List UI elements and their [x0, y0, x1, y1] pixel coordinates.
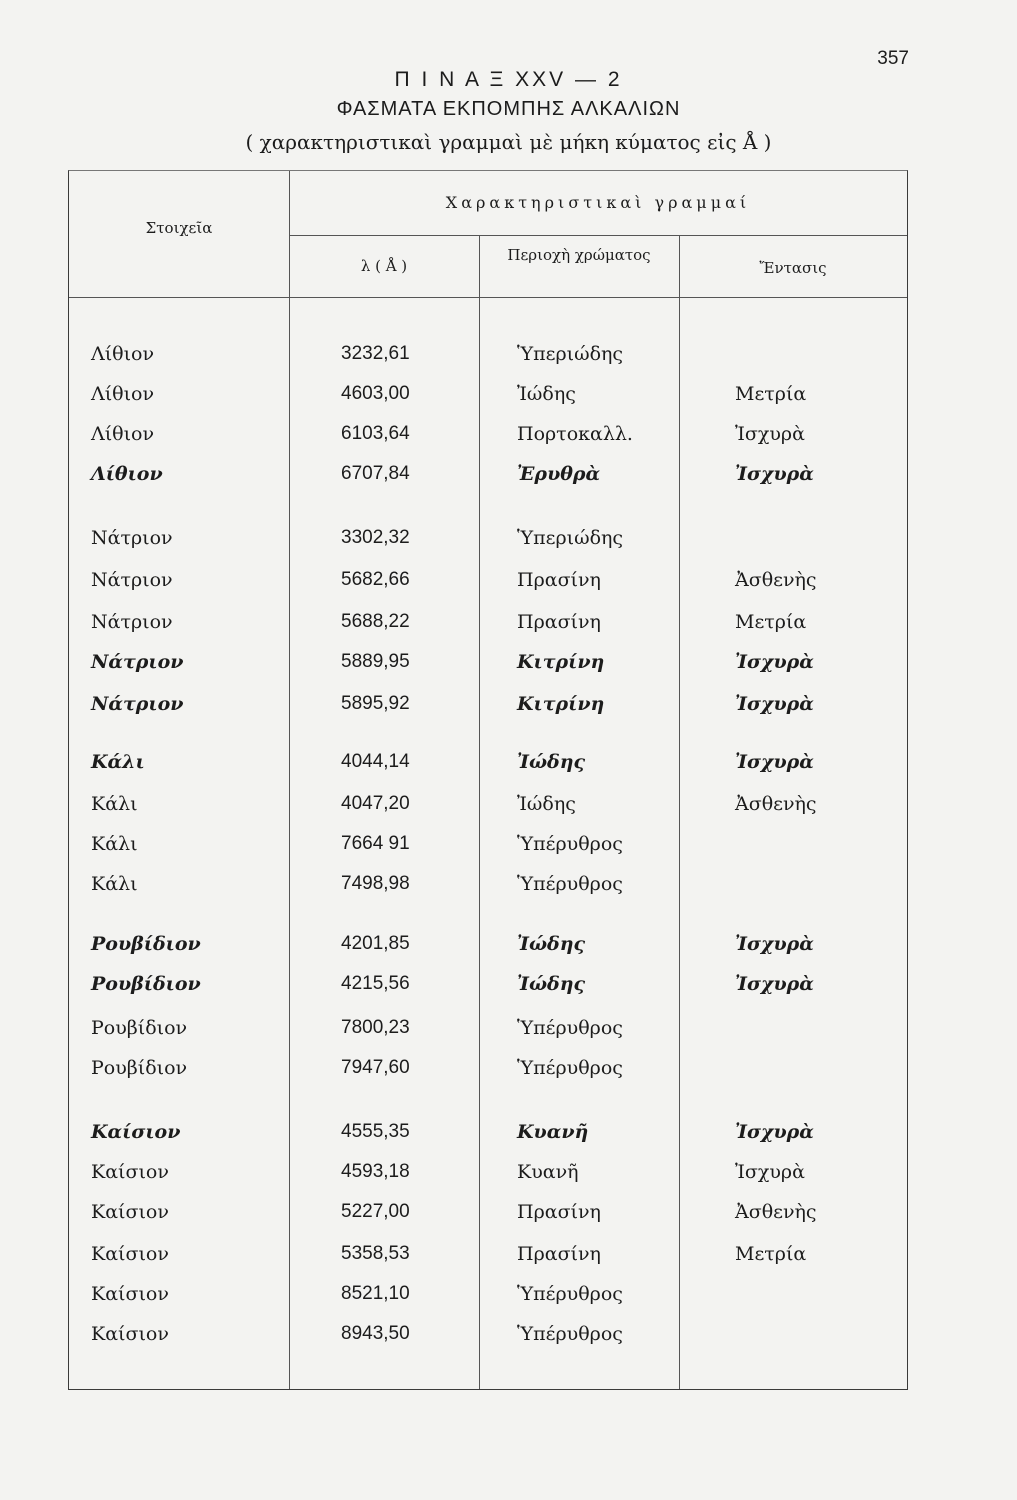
row-element: Ρουβίδιον: [91, 1057, 188, 1079]
row-color-region: Ἰώδης: [517, 973, 586, 995]
row-element: Λίθιον: [91, 463, 163, 485]
row-element: Ρουβίδιον: [91, 1017, 188, 1039]
row-color-region: Ἐρυθρὰ: [517, 463, 601, 485]
row-color-region: Ἰώδης: [517, 751, 586, 773]
row-wavelength: 6707,84: [341, 463, 410, 484]
row-wavelength: 6103,64: [341, 423, 410, 444]
row-intensity: Ἀσθενὴς: [735, 1201, 817, 1223]
row-color-region: Πρασίνη: [517, 1243, 601, 1265]
row-color-region: Ὑπέρυθρος: [517, 873, 623, 895]
row-element: Ρουβίδιον: [91, 933, 201, 955]
row-element: Νάτριον: [91, 693, 184, 715]
row-wavelength: 7947,60: [341, 1057, 410, 1078]
row-element: Λίθιον: [91, 383, 155, 405]
row-intensity: Ἀσθενὴς: [735, 793, 817, 815]
row-wavelength: 5682,66: [341, 569, 410, 590]
row-wavelength: 7800,23: [341, 1017, 410, 1038]
row-intensity: Ἰσχυρὰ: [735, 1121, 814, 1143]
header-divider: [289, 235, 907, 236]
column-divider: [289, 171, 290, 1389]
row-element: Καίσιον: [91, 1201, 169, 1223]
row-color-region: Ἰώδης: [517, 793, 576, 815]
header-intensity: Ἔντασις: [759, 259, 827, 277]
row-element: Καίσιον: [91, 1161, 169, 1183]
row-color-region: Πρασίνη: [517, 1201, 601, 1223]
header-bottom-rule: [69, 297, 907, 298]
row-color-region: Ὑπέρυθρος: [517, 1057, 623, 1079]
row-intensity: Ἰσχυρὰ: [735, 693, 814, 715]
row-element: Κάλι: [91, 751, 145, 773]
row-wavelength: 8521,10: [341, 1283, 410, 1304]
row-intensity: Ἰσχυρὰ: [735, 423, 805, 445]
row-element: Καίσιον: [91, 1121, 181, 1143]
header-elements: Στοιχεῖα: [145, 219, 213, 237]
row-wavelength: 3302,32: [341, 527, 410, 548]
row-intensity: Μετρία: [735, 611, 807, 633]
column-divider: [679, 235, 680, 1389]
row-element: Λίθιον: [91, 343, 155, 365]
row-wavelength: 4555,35: [341, 1121, 410, 1142]
row-element: Ρουβίδιον: [91, 973, 201, 995]
row-color-region: Πρασίνη: [517, 569, 601, 591]
row-element: Νάτριον: [91, 527, 173, 549]
row-element: Κάλι: [91, 793, 138, 815]
table-title: Π Ι Ν Α Ξ XXV — 2: [394, 68, 623, 91]
row-color-region: Ἰώδης: [517, 383, 576, 405]
row-intensity: Ἰσχυρὰ: [735, 933, 814, 955]
row-color-region: Κιτρίνη: [517, 693, 605, 715]
row-color-region: Κιτρίνη: [517, 651, 605, 673]
row-wavelength: 5889,95: [341, 651, 410, 672]
row-element: Καίσιον: [91, 1243, 169, 1265]
row-element: Καίσιον: [91, 1283, 169, 1305]
row-wavelength: 4593,18: [341, 1161, 410, 1182]
row-color-region: Πρασίνη: [517, 611, 601, 633]
row-intensity: Ἰσχυρὰ: [735, 651, 814, 673]
row-element: Νάτριον: [91, 651, 184, 673]
row-color-region: Κυανῆ: [517, 1161, 579, 1183]
row-intensity: Ἀσθενὴς: [735, 569, 817, 591]
row-element: Καίσιον: [91, 1323, 169, 1345]
header-characteristic-lines: Χαρακτηριστικαὶ γραμμαί: [445, 193, 751, 212]
row-element: Κάλι: [91, 833, 138, 855]
row-intensity: Μετρία: [735, 1243, 807, 1265]
row-intensity: Ἰσχυρὰ: [735, 1161, 805, 1183]
row-wavelength: 8943,50: [341, 1323, 410, 1344]
row-color-region: Ὑπέρυθρος: [517, 1017, 623, 1039]
row-element: Νάτριον: [91, 611, 173, 633]
header-color-region: Περιοχὴ χρώματος: [507, 246, 651, 264]
row-color-region: Ἰώδης: [517, 933, 586, 955]
row-color-region: Ὑπεριώδης: [517, 343, 624, 365]
row-wavelength: 5358,53: [341, 1243, 410, 1264]
row-element: Νάτριον: [91, 569, 173, 591]
row-color-region: Ὑπέρυθρος: [517, 1283, 623, 1305]
spectra-table: [68, 170, 908, 1390]
column-divider: [479, 235, 480, 1389]
row-element: Λίθιον: [91, 423, 155, 445]
row-wavelength: 5895,92: [341, 693, 410, 714]
table-caption: ( χαρακτηριστικαὶ γραμμαὶ μὲ μήκη κύματος εἰς Å ): [245, 130, 772, 154]
row-intensity: Ἰσχυρὰ: [735, 751, 814, 773]
row-intensity: Ἰσχυρὰ: [735, 973, 814, 995]
row-wavelength: 5227,00: [341, 1201, 410, 1222]
row-color-region: Πορτοκαλλ.: [517, 423, 633, 445]
table-subtitle: ΦΑΣΜΑΤΑ ΕΚΠΟΜΠΗΣ ΑΛΚΑΛΙΩΝ: [336, 98, 681, 120]
row-color-region: Ὑπέρυθρος: [517, 1323, 623, 1345]
row-intensity: Μετρία: [735, 383, 807, 405]
row-wavelength: 3232,61: [341, 343, 410, 364]
row-color-region: Κυανῆ: [517, 1121, 589, 1143]
row-wavelength: 4603,00: [341, 383, 410, 404]
row-element: Κάλι: [91, 873, 138, 895]
row-color-region: Ὑπέρυθρος: [517, 833, 623, 855]
header-wavelength: λ ( Å ): [360, 257, 408, 275]
row-wavelength: 4044,14: [341, 751, 410, 772]
row-wavelength: 4201,85: [341, 933, 410, 954]
row-wavelength: 4047,20: [341, 793, 410, 814]
row-intensity: Ἰσχυρὰ: [735, 463, 814, 485]
page-number: 357: [877, 48, 909, 69]
row-wavelength: 7664 91: [341, 833, 410, 854]
row-wavelength: 5688,22: [341, 611, 410, 632]
row-wavelength: 4215,56: [341, 973, 410, 994]
row-wavelength: 7498,98: [341, 873, 410, 894]
row-color-region: Ὑπεριώδης: [517, 527, 624, 549]
